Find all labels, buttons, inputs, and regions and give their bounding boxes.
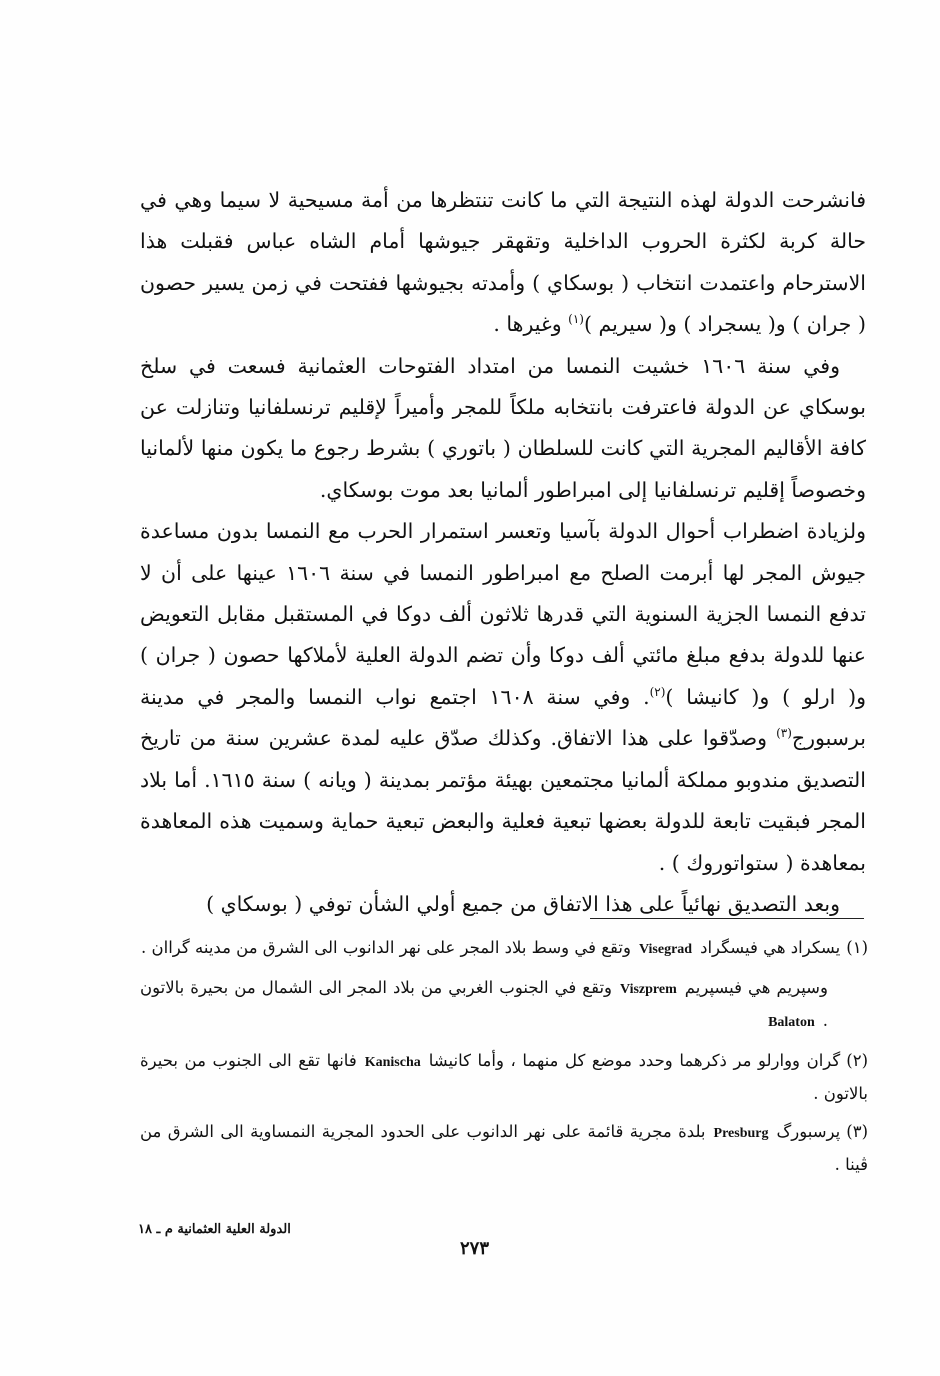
footnotes xyxy=(140,932,868,1187)
footnote xyxy=(140,1116,868,1181)
footnote-text: بلدة مجرية قائمة على نهر الدانوب على الحدود المجرية النمساوية الى الشرق من ڤينا . xyxy=(140,1121,868,1174)
footnote-text: وسپريم هي فيسپريم xyxy=(684,977,828,997)
footnote xyxy=(140,932,868,966)
text-run: وفي سنة ١٦٠٦ خشيت النمسا من امتداد الفتوحات العثمانية فسعت في سلخ بوسكاي عن الدولة فاعترفت بانتخابه ملكاً للمجر وأميراً لإقليم ترنسلفانيا وتنازلت عن كافة الأقاليم المجرية التي كانت للسلطان ( باتوري ) بشرط رجوع ما يكون منها لألمانيا وخصوصاً إقليم ترنسلفانيا إلى امبراطور ألمانيا بعد موت بوسكاي. xyxy=(140,353,866,502)
page-number: ٢٧٣ xyxy=(460,1238,490,1259)
footnote-number: (٢) xyxy=(846,1050,868,1070)
footnote-reference: (١) xyxy=(568,312,584,327)
footnote-text: پرسبورگ xyxy=(776,1121,841,1141)
footnote-number: (٣) xyxy=(846,1121,868,1141)
text-run: وغيرها . xyxy=(493,312,569,337)
text-run: . وفي سنة ١٦٠٨ اجتمع نواب النمسا والمجر في مدينة برسبورج xyxy=(140,684,866,751)
footnote-reference: (٣) xyxy=(776,726,792,741)
footnote-text: وتقع في وسط بلاد المجر على نهر الدانوب الى الشرق من مدينه گراان . xyxy=(141,938,631,957)
footnote xyxy=(140,1045,868,1110)
text-run: فانشرحت الدولة لهذه النتيجة التي ما كانت تنتظرها من أمة مسيحية لا سيما وهي في حالة كربة لكثرة الحروب الداخلية وتقهقر جيوشها أمام الشاه عباس فقبلت هذا الاسترحام واعتمدت انتخاب ( بوسكاي ) وأمدته بجيوشها ففتحت في زمن يسير حصون ( جران ) و( يسجراد ) و( سيريم ) xyxy=(140,188,866,337)
paragraph xyxy=(140,180,866,346)
paragraph xyxy=(140,511,866,884)
latin-term: Presburg xyxy=(713,1125,769,1141)
running-footer: الدولة العلية العثمانية م ـ ١٨ xyxy=(138,1222,291,1237)
footnote-reference: (٢) xyxy=(649,685,666,700)
footnote-text: يسكراد هي فيسگراد xyxy=(700,938,841,957)
latin-term: Viszprem xyxy=(620,981,677,997)
main-text xyxy=(140,180,866,925)
footnote xyxy=(140,972,868,1039)
text-run: وبعد التصديق نهائياً على هذا الاتفاق من جميع أولي الشأن توفي ( بوسكاي ) xyxy=(206,891,840,916)
footnote-number: (١) xyxy=(846,938,868,957)
paragraph xyxy=(140,346,866,512)
latin-term: Balaton xyxy=(768,1015,815,1030)
paragraph xyxy=(140,884,866,925)
footnote-text: گران ووارلو مر ذكرهما وحدد موضع كل منهما ، وأما كانيشا xyxy=(428,1050,841,1070)
footnote-separator xyxy=(590,918,864,919)
text-run: ولزيادة اضطراب أحوال الدولة بآسيا وتعسر استمرار الحرب مع النمسا بدون مساعدة جيوش المجر لها أبرمت الصلح مع امبراطور النمسا في سنة ١٦٠٦ عينها على أن لا تدفع النمسا الجزية السنوية التي قدرها ثلاثون ألف دوكا في المستقبل مقابل التعويض عنها للدولة بدفع مبلغ مائتي ألف دوكا وأن تضم الدولة العلية لأملاكها حصون ( جران ) و( ارلو ) و( كانيشا ) xyxy=(140,519,866,709)
latin-term: Visegrad xyxy=(638,942,693,957)
footnote-text: فانها تقع الى الجنوب من بحيرة بالاتون . xyxy=(140,1050,868,1103)
latin-term: Kanischa xyxy=(364,1054,421,1070)
footnote-text: وتقع في الجنوب الغربي من بلاد المجر الى الشمال من بحيرة بالاتون . xyxy=(140,977,828,1030)
text-run: وصدّقوا على هذا الاتفاق. وكذلك صدّق عليه لمدة عشرين سنة من تاريخ التصديق مندوبو مملكة ألمانيا مجتمعين بهيئة مؤتمر بمدينة ( ويانه ) سنة ١٦١٥. أما بلاد المجر فبقيت تابعة للدولة بعضها تبعية فعلية والبعض تبعية حماية وسميت هذه المعاهدة بمعاهدة ( ستواتوروك ) . xyxy=(140,726,866,875)
